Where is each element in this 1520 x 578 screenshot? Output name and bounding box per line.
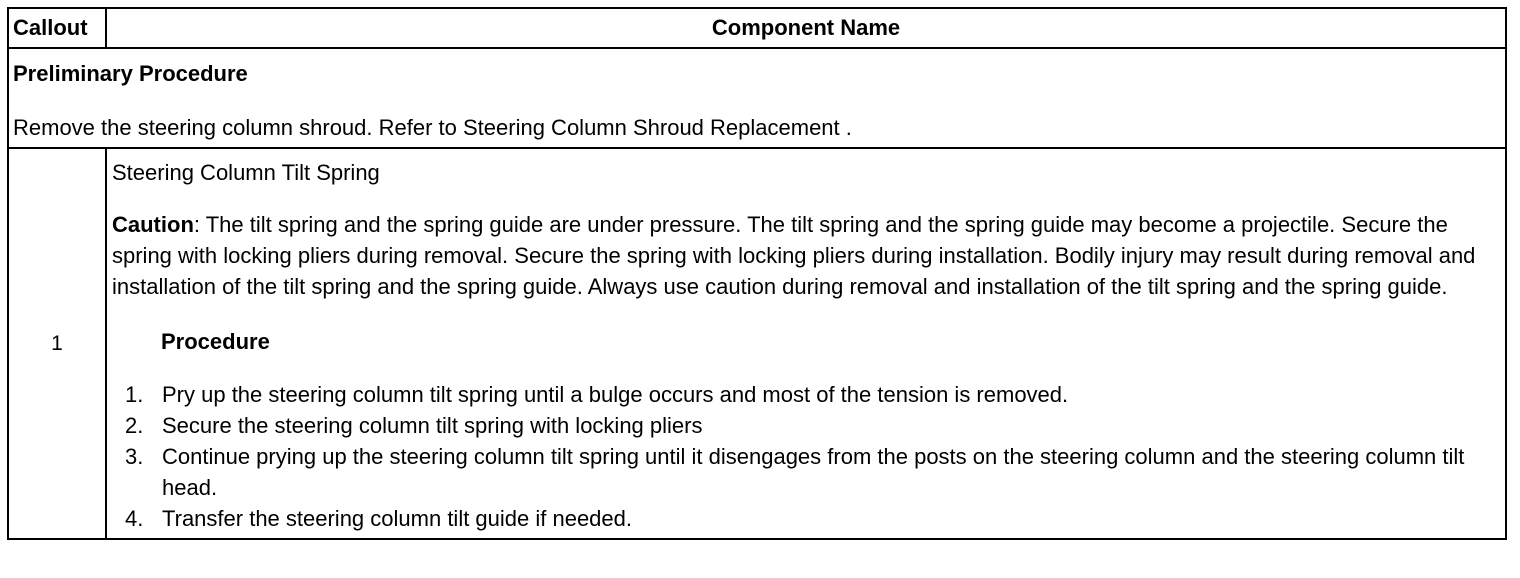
preliminary-row (8, 48, 1506, 148)
step-text: Continue prying up the steering column tilt spring until it disengages from the posts on the steering column and the steering column tilt head. (162, 444, 1465, 500)
caution-text: : The tilt spring and the spring guide are under pressure. The tilt spring and the spring guide may become a projectile. Secure the spring with locking pliers during removal. Secure the spring with locking pliers during installation. Bodily injury may result during removal and installation of the tilt spring and the spring guide. Always use caution during removal and installation of the tilt spring and the spring guide. (112, 212, 1476, 299)
list-item (125, 503, 1501, 534)
step-text: Secure the steering column tilt spring with locking pliers (162, 413, 703, 438)
list-item (125, 379, 1501, 410)
step-text: Pry up the steering column tilt spring until a bulge occurs and most of the tension is removed. (162, 382, 1069, 407)
step-number: 1. (125, 382, 144, 407)
component-title: Steering Column Tilt Spring (112, 160, 380, 185)
callout-header: Callout (8, 8, 106, 48)
step-number: 2. (125, 413, 144, 438)
step-number: 4. (125, 506, 144, 531)
component-cell (106, 148, 1506, 539)
callout-number: 1 (8, 148, 106, 539)
step-text: Transfer the steering column tilt guide if needed. (162, 506, 633, 531)
table-row (8, 148, 1506, 539)
component-table (7, 7, 1507, 540)
procedure-steps (112, 379, 1501, 534)
header-row (8, 8, 1506, 48)
step-number: 3. (125, 444, 144, 469)
preliminary-cell (8, 48, 1506, 148)
preliminary-title: Preliminary Procedure (13, 61, 248, 86)
procedure-title: Procedure (161, 329, 270, 354)
caution-note (112, 209, 1501, 302)
caution-label: Caution (112, 212, 194, 237)
list-item (125, 441, 1501, 503)
list-item (125, 410, 1501, 441)
preliminary-text: Remove the steering column shroud. Refer to Steering Column Shroud Replacement . (13, 115, 852, 140)
component-name-header: Component Name (106, 8, 1506, 48)
